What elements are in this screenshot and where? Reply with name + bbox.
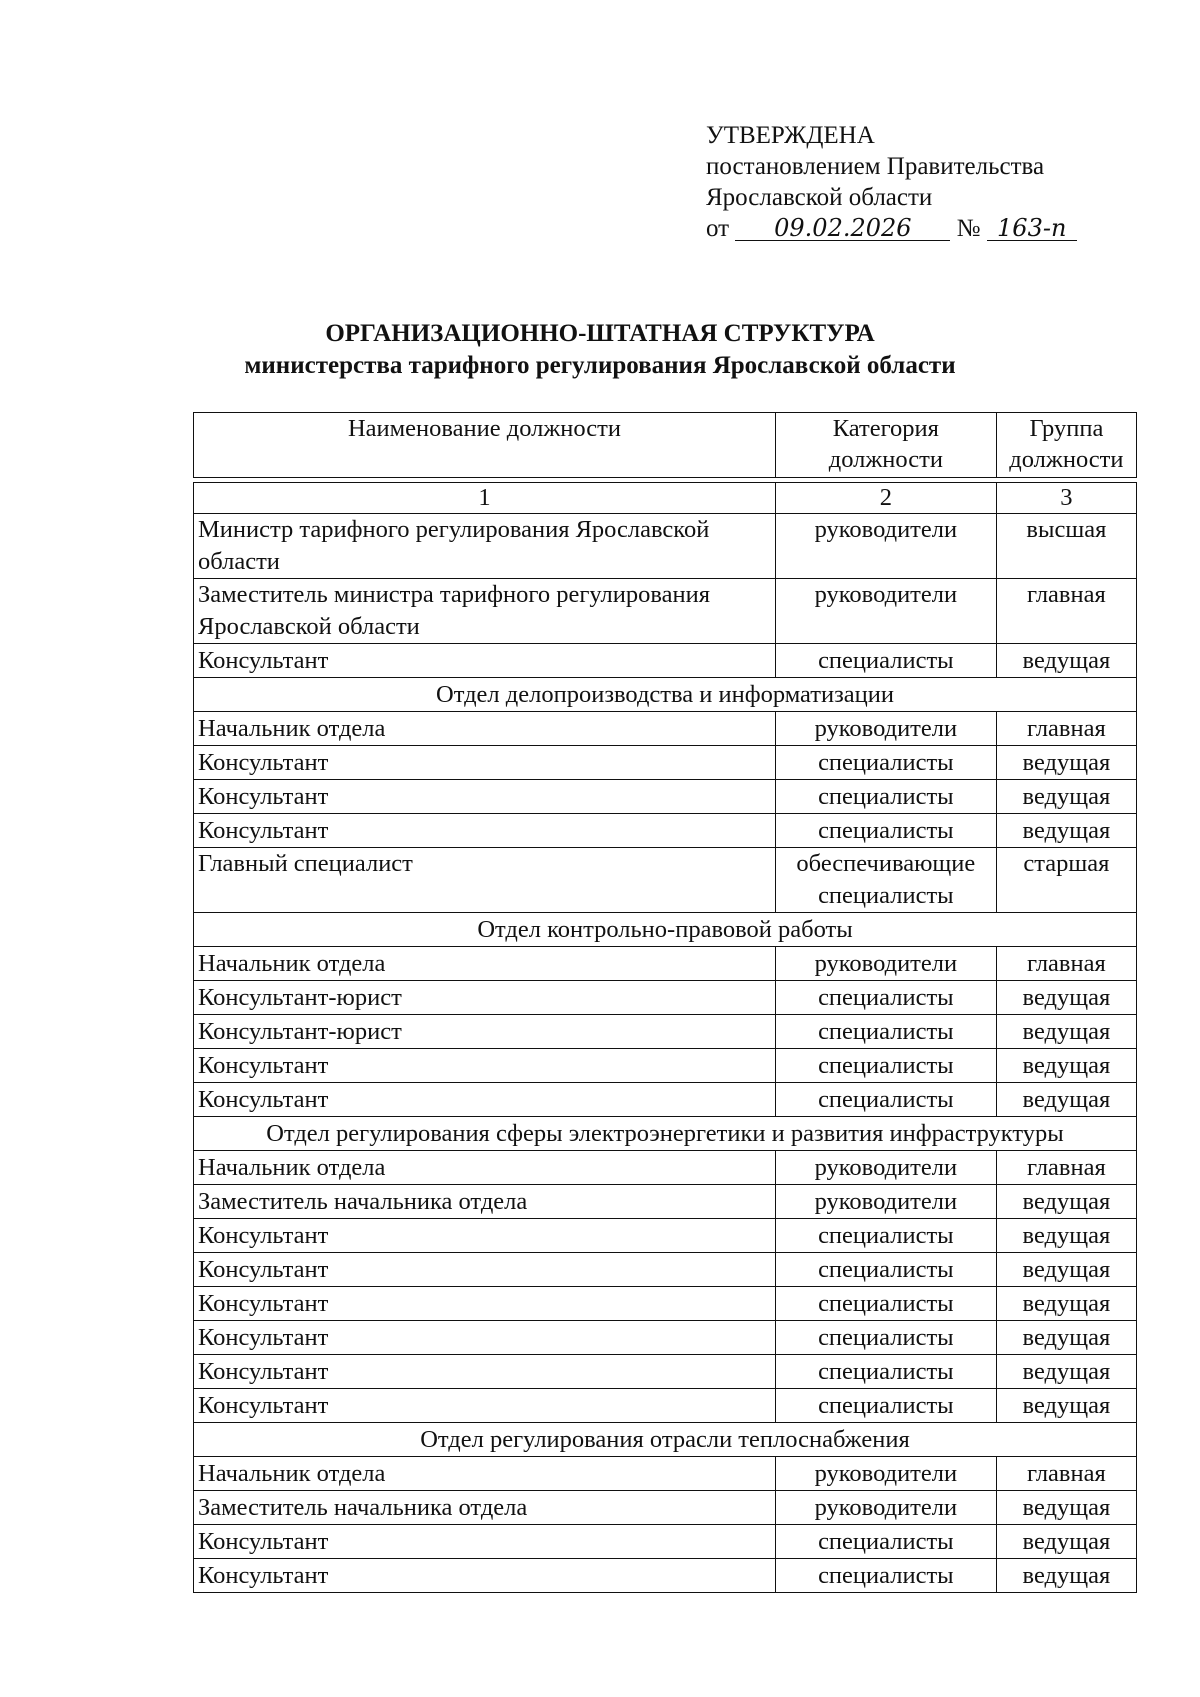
position-category: специалисты (775, 746, 996, 780)
handwritten-date: 09.02.2026 (735, 216, 950, 241)
position-group: ведущая (996, 644, 1136, 678)
position-group: главная (996, 1457, 1136, 1491)
column-numbers-row (194, 483, 1137, 514)
position-group: главная (996, 712, 1136, 746)
table-row (194, 644, 1137, 678)
position-category: руководители (775, 1457, 996, 1491)
approval-line-2: Ярославской области (706, 184, 933, 211)
table-row (194, 1185, 1137, 1219)
section-title: Отдел делопроизводства и информатизации (194, 678, 1137, 712)
position-category: специалисты (775, 644, 996, 678)
position-group: главная (996, 1151, 1136, 1185)
column-number: 2 (775, 483, 996, 514)
section-title: Отдел регулирования сферы электроэнергетики и развития инфраструктуры (194, 1117, 1137, 1151)
table-row (194, 1525, 1137, 1559)
column-number: 1 (194, 483, 776, 514)
position-category: специалисты (775, 1015, 996, 1049)
position-name: Консультант (194, 1253, 776, 1287)
position-category: специалисты (775, 981, 996, 1015)
position-category: руководители (775, 514, 996, 579)
position-category: специалисты (775, 1525, 996, 1559)
table-row (194, 947, 1137, 981)
header-group: Группа должности (996, 413, 1136, 478)
position-group: ведущая (996, 1525, 1136, 1559)
position-category: специалисты (775, 1287, 996, 1321)
heading-line-2: министерства тарифного регулирования Ярославской области (244, 352, 956, 379)
table-row (194, 848, 1137, 913)
position-name: Консультант (194, 1219, 776, 1253)
position-category: специалисты (775, 1219, 996, 1253)
position-category: специалисты (775, 1083, 996, 1117)
position-group: ведущая (996, 1355, 1136, 1389)
position-category: специалисты (775, 1559, 996, 1593)
position-group: ведущая (996, 1015, 1136, 1049)
section-row (194, 1117, 1137, 1151)
position-group: ведущая (996, 746, 1136, 780)
section-title: Отдел контрольно-правовой работы (194, 913, 1137, 947)
position-group: ведущая (996, 1049, 1136, 1083)
position-name: Консультант (194, 780, 776, 814)
document-heading (0, 318, 1200, 382)
approval-block (706, 120, 1077, 244)
position-name: Заместитель начальника отдела (194, 1185, 776, 1219)
position-group: ведущая (996, 1083, 1136, 1117)
table-row (194, 780, 1137, 814)
position-category: руководители (775, 1185, 996, 1219)
table-row (194, 1083, 1137, 1117)
position-category: руководители (775, 947, 996, 981)
position-group: ведущая (996, 1287, 1136, 1321)
table-row (194, 1491, 1137, 1525)
position-group: главная (996, 947, 1136, 981)
table-row (194, 1151, 1137, 1185)
position-name: Консультант (194, 1321, 776, 1355)
table-row (194, 1049, 1137, 1083)
number-label: № (956, 215, 981, 242)
header-position-name: Наименование должности (194, 413, 776, 478)
position-group: высшая (996, 514, 1136, 579)
position-category: руководители (775, 1491, 996, 1525)
position-group: ведущая (996, 1219, 1136, 1253)
section-row (194, 1423, 1137, 1457)
position-group: ведущая (996, 1491, 1136, 1525)
position-category: специалисты (775, 780, 996, 814)
position-name: Консультант (194, 1559, 776, 1593)
position-name: Консультант (194, 814, 776, 848)
from-label: от (706, 215, 730, 242)
table-row (194, 1559, 1137, 1593)
handwritten-number: 163-п (987, 216, 1077, 241)
position-category: руководители (775, 1151, 996, 1185)
position-category: специалисты (775, 1049, 996, 1083)
approval-line-1: постановлением Правительства (706, 153, 1045, 180)
position-group: ведущая (996, 814, 1136, 848)
position-name: Начальник отдела (194, 1151, 776, 1185)
position-group: ведущая (996, 1253, 1136, 1287)
position-category: специалисты (775, 1355, 996, 1389)
table-row (194, 746, 1137, 780)
position-category: руководители (775, 712, 996, 746)
table-row (194, 981, 1137, 1015)
position-group: старшая (996, 848, 1136, 913)
approval-date-line (706, 213, 1077, 244)
position-name: Консультант (194, 1355, 776, 1389)
table-row (194, 1321, 1137, 1355)
table-row (194, 1219, 1137, 1253)
position-name: Консультант-юрист (194, 981, 776, 1015)
staff-table (193, 482, 1137, 1593)
table-row (194, 514, 1137, 579)
position-name: Консультант (194, 1287, 776, 1321)
position-name: Консультант (194, 1049, 776, 1083)
approval-title: УТВЕРЖДЕНА (706, 122, 875, 149)
table-row (194, 1015, 1137, 1049)
position-category: специалисты (775, 814, 996, 848)
position-name: Консультант (194, 746, 776, 780)
position-category: обеспечивающие специалисты (775, 848, 996, 913)
position-group: ведущая (996, 780, 1136, 814)
position-category: специалисты (775, 1389, 996, 1423)
position-name: Консультант (194, 1083, 776, 1117)
position-group: ведущая (996, 1559, 1136, 1593)
section-row (194, 913, 1137, 947)
position-name: Консультант (194, 644, 776, 678)
position-name: Главный специалист (194, 848, 776, 913)
column-number: 3 (996, 483, 1136, 514)
position-group: главная (996, 579, 1136, 644)
table-row (194, 579, 1137, 644)
position-group: ведущая (996, 1321, 1136, 1355)
staff-table-body (194, 483, 1137, 1593)
position-name: Начальник отдела (194, 1457, 776, 1491)
position-name: Министр тарифного регулирования Ярославской области (194, 514, 776, 579)
position-group: ведущая (996, 1185, 1136, 1219)
section-title: Отдел регулирования отрасли теплоснабжения (194, 1423, 1137, 1457)
position-category: специалисты (775, 1253, 996, 1287)
position-group: ведущая (996, 1389, 1136, 1423)
section-row (194, 678, 1137, 712)
position-name: Начальник отдела (194, 712, 776, 746)
table-row (194, 1253, 1137, 1287)
position-group: ведущая (996, 981, 1136, 1015)
position-name: Начальник отдела (194, 947, 776, 981)
heading-line-1: ОРГАНИЗАЦИОННО-ШТАТНАЯ СТРУКТУРА (325, 320, 875, 347)
table-row (194, 1287, 1137, 1321)
table-row (194, 1457, 1137, 1491)
table-header (193, 412, 1137, 478)
header-category: Категория должности (775, 413, 996, 478)
position-category: руководители (775, 579, 996, 644)
position-name: Заместитель министра тарифного регулирования Ярославской области (194, 579, 776, 644)
table-row (194, 1389, 1137, 1423)
position-category: специалисты (775, 1321, 996, 1355)
position-name: Заместитель начальника отдела (194, 1491, 776, 1525)
table-row (194, 814, 1137, 848)
position-name: Консультант-юрист (194, 1015, 776, 1049)
position-name: Консультант (194, 1389, 776, 1423)
position-name: Консультант (194, 1525, 776, 1559)
table-row (194, 1355, 1137, 1389)
table-row (194, 712, 1137, 746)
